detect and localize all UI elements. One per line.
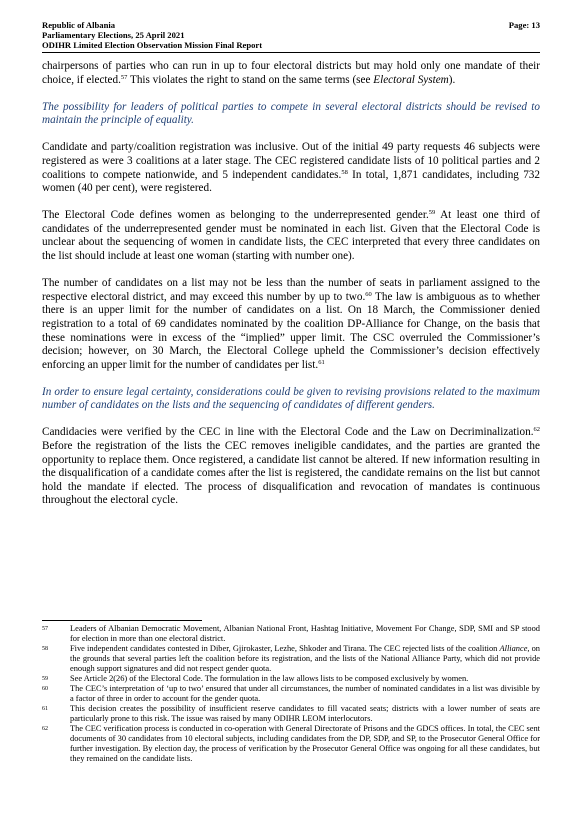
text-run: This violates the right to stand on the same terms (see [127,73,374,86]
footnote-number: 59 [42,676,48,682]
text-run: In total, 1,871 candidates, including 732 women (40 per cent), were registered. [42,168,540,195]
text-run: Five independent candidates contested in Diber, Gjirokaster, Lezhe, Shkoder and Tirana. The CEC rejected lists of the coalition [70,644,500,653]
footnote-text [70,644,540,674]
footnote-number: 60 [42,686,48,692]
footnote-number: 57 [42,626,48,632]
footnote-ref[interactable]: 58 [341,168,348,176]
paragraph-candidate-limit [42,277,540,372]
text-run: , on the grounds that several parties left the coalition before its registration, and the lists of the National Alliance Party, which did not provide enough support signatures and did not respect gender quota. [70,644,540,673]
footnote-text: The CEC verification process is conducted in co-operation with General Directorate of Prisons and the GDCS offices. In total, the CEC sent documents of 30 candidates from 10 electoral subjects, including candidates from the DP, SDP, and SP, to the Prosecutor General Office for further investigation. By election day, the process of verification by the Prosecutor General Office was ongoing for all these candidates, but they remained on the candidate lists. [70,724,540,763]
text-run: chairpersons of parties who can run in up to four electoral districts but may hold only one mandate of their choice, if elected. [42,60,540,86]
footnote [42,724,540,764]
footnote-ref[interactable]: 59 [428,209,436,217]
footnotes [42,624,540,764]
page-header [42,20,540,50]
header-country: Republic of Albania [42,20,116,30]
paragraph-registration [42,141,540,195]
footnote-number: 58 [42,646,48,652]
footnote-ref[interactable]: 61 [318,358,325,366]
footnote-ref[interactable]: 57 [120,73,128,81]
header-report-title: ODIHR Limited Election Observation Mission Final Report [42,40,263,50]
footnote [42,674,540,684]
paragraph-multiple-candidacy [42,60,540,87]
footnote-ref[interactable]: 62 [533,426,540,434]
report-body [42,60,540,522]
footnote-ref[interactable]: 60 [365,290,372,298]
section-reference: Electoral System [373,73,449,86]
recommendation-equality: The possibility for leaders of political parties to compete in several electoral districts should be revised to maintain the principle of equality. [42,100,540,127]
coalition-name: Alliance [499,644,528,653]
text-run: The number of candidates on a list may not be less than the number of seats in parliament assigned to the respective electoral district, and may exceed this number by up to two. [42,277,540,303]
footnote [42,684,540,704]
text-run: Before the registration of the lists the CEC removes ineligible candidates, and the parties are granted the opportunity to replace them. Once registered, a candidate list cannot be altered. If new information resulting in the disqualification of a candidate comes after the list is registered, the candidate remains on the list but cannot hold the mandate if elected. The process of disqualification and revocation of mandates is continuous throughout the electoral cycle. [42,440,540,507]
paragraph-gender-quota [42,209,540,263]
header-election: Parliamentary Elections, 25 April 2021 [42,30,185,40]
paragraph-verification [42,426,540,508]
footnote-number: 61 [42,706,48,712]
footnote-divider [42,620,202,621]
footnote-text: The CEC’s interpretation of ‘up to two’ ensured that under all circumstances, the number of nominated candidates in a list was divisible by a factor of three in order to account for the gender quota. [70,684,540,703]
footnote-text: See Article 2(26) of the Electoral Code. The formulation in the law allows lists to be composed exclusively by women. [70,674,469,683]
text-run: The Electoral Code defines women as belonging to the underrepresented gender. [42,209,429,222]
footnote-text: This decision creates the possibility of insufficient reserve candidates to fill vacated seats; districts with a lower number of seats are particularly prone to this risk. The issue was raised by many ODIHR LEOM interlocutors. [70,704,540,723]
text-run: Candidacies were verified by the CEC in line with the Electoral Code and the Law on Decriminalization. [42,426,534,439]
text-run: At least one third of candidates of the underrepresented gender must be nominated in each list. Given that the Electoral Code is unclear about the sequencing of women in candidate lists, the CEC interpreted that every three candidates on the list should include at least one woman (starting with number one). [42,209,540,263]
footnote-number: 62 [42,726,48,732]
text-run: Candidate and party/coalition registration was inclusive. Out of the initial 49 party requests 46 subjects were registered as were 3 coalitions at a later stage. The CEC registered candidate lists of 10 political parties and 2 coalitions to compete nationwide, and 5 independent candidates. [42,141,540,181]
text-run: The law is ambiguous as to whether there is an upper limit for the number of candidates on a list. On 18 March, the Commissioner denied registration to a total of 69 candidates nominated by the coalition DP-Alliance for Change, on the basis that these nominations were in excess of the “implied” upper limit. The CSC overruled the Commissioner’s decision; however, on 30 March, the Electoral College upheld the Commissioner’s decision effectively enforcing an upper limit for the number of candidates per list. [42,290,540,371]
footnote-text: Leaders of Albanian Democratic Movement, Albanian National Front, Hashtag Initiative, Movement For Change, SDP, SMI and SP stood for election in more than one electoral district. [70,624,540,643]
footnote [42,644,540,674]
footnote [42,704,540,724]
page-number: Page: 13 [508,20,540,30]
text-run: ). [448,73,456,86]
recommendation-legal-certainty: In order to ensure legal certainty, considerations could be given to revising provisions related to the maximum number of candidates on the lists and the sequencing of candidates of different genders. [42,385,540,412]
footnote [42,624,540,644]
header-divider [42,52,540,53]
